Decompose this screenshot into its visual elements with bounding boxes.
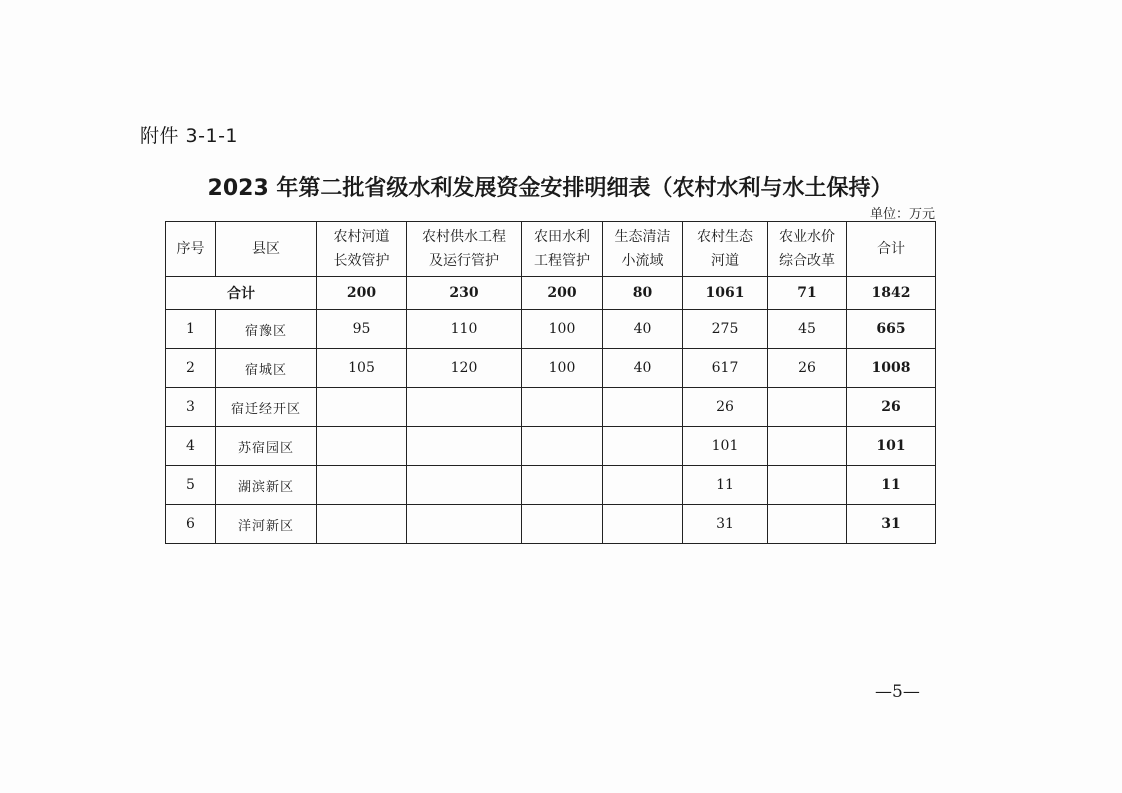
county-name: 宿豫区 <box>216 310 317 349</box>
table-cell: 100 <box>522 349 603 388</box>
total-cell: 230 <box>407 277 522 310</box>
table-cell: 31 <box>683 505 768 544</box>
table-cell <box>603 427 683 466</box>
table-cell <box>407 388 522 427</box>
table-cell <box>317 427 407 466</box>
column-header-line: 小流域 <box>621 253 664 269</box>
total-cell: 1842 <box>847 277 936 310</box>
column-header <box>166 222 216 277</box>
column-header <box>847 222 936 277</box>
total-cell: 1061 <box>683 277 768 310</box>
county-name: 宿城区 <box>216 349 317 388</box>
table-cell: 105 <box>317 349 407 388</box>
row-number: 6 <box>166 505 216 544</box>
unit-label: 单位：万元 <box>869 207 935 222</box>
total-label: 合计 <box>166 277 317 310</box>
total-cell: 71 <box>768 277 847 310</box>
row-sum-cell: 665 <box>847 310 936 349</box>
column-header <box>407 222 522 277</box>
row-sum-cell: 101 <box>847 427 936 466</box>
table-cell: 100 <box>522 310 603 349</box>
table-cell: 617 <box>683 349 768 388</box>
document-title: 2023 年第二批省级水利发展资金安排明细表（农村水利与水土保持） <box>207 176 893 201</box>
table-cell <box>407 505 522 544</box>
table-row <box>166 349 936 388</box>
column-header-line: 合计 <box>877 241 905 257</box>
table-cell <box>522 505 603 544</box>
table-cell <box>603 505 683 544</box>
table-cell: 26 <box>683 388 768 427</box>
table-cell <box>317 505 407 544</box>
table-row <box>166 427 936 466</box>
row-sum-cell: 11 <box>847 466 936 505</box>
table-total-row <box>166 277 936 310</box>
row-sum-cell: 26 <box>847 388 936 427</box>
column-header <box>603 222 683 277</box>
table-cell <box>317 466 407 505</box>
row-number: 3 <box>166 388 216 427</box>
table-cell: 45 <box>768 310 847 349</box>
table-header-row <box>166 222 936 277</box>
table-cell: 40 <box>603 310 683 349</box>
table-cell <box>407 466 522 505</box>
row-sum-cell: 31 <box>847 505 936 544</box>
column-header-line: 综合改革 <box>779 253 835 269</box>
column-header <box>768 222 847 277</box>
column-header <box>522 222 603 277</box>
table-cell: 11 <box>683 466 768 505</box>
column-header-line: 及运行管护 <box>429 253 499 269</box>
county-name: 宿迁经开区 <box>216 388 317 427</box>
page-number: —5— <box>875 682 920 702</box>
column-header-line: 工程管护 <box>534 253 590 269</box>
column-header-line: 河道 <box>711 253 739 269</box>
table-row <box>166 505 936 544</box>
table-cell: 120 <box>407 349 522 388</box>
table-cell <box>768 388 847 427</box>
table-row <box>166 388 936 427</box>
county-name: 苏宿园区 <box>216 427 317 466</box>
column-header-line: 序号 <box>176 241 205 257</box>
table-cell <box>768 466 847 505</box>
row-number: 1 <box>166 310 216 349</box>
total-cell: 200 <box>317 277 407 310</box>
column-header <box>683 222 768 277</box>
row-number: 2 <box>166 349 216 388</box>
column-header-line: 生态清洁 <box>614 229 671 245</box>
column-header-line: 农村供水工程 <box>422 229 506 245</box>
column-header-line: 县区 <box>252 241 280 257</box>
table-cell <box>317 388 407 427</box>
total-cell: 80 <box>603 277 683 310</box>
row-number: 5 <box>166 466 216 505</box>
attachment-label: 附件 3-1-1 <box>140 125 239 147</box>
column-header-line: 农村河道 <box>333 229 390 245</box>
table-cell: 40 <box>603 349 683 388</box>
table-cell <box>603 388 683 427</box>
table-cell: 26 <box>768 349 847 388</box>
row-number: 4 <box>166 427 216 466</box>
column-header <box>216 222 317 277</box>
table-cell: 101 <box>683 427 768 466</box>
table-cell: 110 <box>407 310 522 349</box>
column-header <box>317 222 407 277</box>
table-cell <box>522 427 603 466</box>
allocation-table <box>165 221 936 544</box>
table-row <box>166 466 936 505</box>
table-cell <box>522 388 603 427</box>
table-cell <box>768 427 847 466</box>
county-name: 洋河新区 <box>216 505 317 544</box>
column-header-line: 农业水价 <box>779 229 835 245</box>
county-name: 湖滨新区 <box>216 466 317 505</box>
table-cell: 95 <box>317 310 407 349</box>
table-cell <box>768 505 847 544</box>
column-header-line: 农田水利 <box>534 229 590 245</box>
table-cell <box>522 466 603 505</box>
total-cell: 200 <box>522 277 603 310</box>
table-cell: 275 <box>683 310 768 349</box>
column-header-line: 长效管护 <box>333 253 390 269</box>
row-sum-cell: 1008 <box>847 349 936 388</box>
table-cell <box>603 466 683 505</box>
table-row <box>166 310 936 349</box>
table-cell <box>407 427 522 466</box>
column-header-line: 农村生态 <box>697 229 753 245</box>
